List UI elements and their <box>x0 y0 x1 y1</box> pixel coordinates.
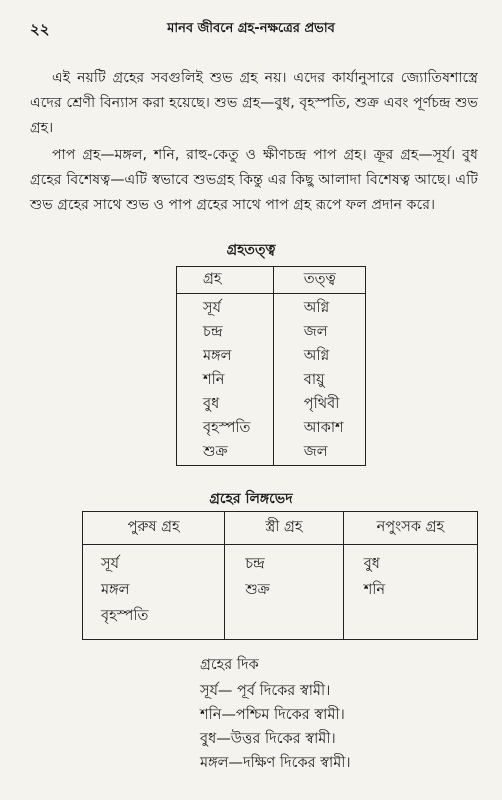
element-cell: পৃথিবী <box>273 393 365 417</box>
direction-line: সূর্য— পূর্ব দিকের স্বামী। <box>200 683 331 699</box>
element-cell: বায়ু <box>273 369 365 393</box>
table-row <box>177 294 366 322</box>
table-row <box>177 393 366 417</box>
female-planets-cell <box>225 545 344 640</box>
element-cell: অগ্নি <box>273 294 365 322</box>
table-row <box>177 321 366 345</box>
list-item: বৃহস্পতি <box>101 608 149 624</box>
element-cell: আকাশ <box>273 417 365 441</box>
table-row <box>177 441 366 466</box>
list-item: শুক্র <box>245 582 270 598</box>
table-row <box>177 417 366 441</box>
neuter-planets-cell <box>343 545 477 640</box>
direction-line: মঙ্গল—দক্ষিণ দিকের স্বামী। <box>200 755 351 771</box>
paragraph-2: পাপ গ্রহ—মঙ্গল, শনি, রাহু-কেতু ও ক্ষীণচন্দ্র পাপ গ্রহ। ক্রূর গ্রহ—সূর্য। বুধ গ্রহের বিশেষত্ব—এটি স্বভাবে শুভগ্রহ কিন্তু এর কিছু আলাদা বিশেষত্ব আছে। এটি শুভ গ্রহের সাথে শুভ ও পাপ গ্রহের সাথে পাপ গ্রহ রূপে ফল প্রদান করে। <box>30 147 478 213</box>
element-table-caption: গ্রহতত্ত্ব <box>226 242 276 258</box>
element-table <box>176 266 366 466</box>
table-header-row <box>83 512 478 545</box>
gender-table-caption: গ্রহের লিঙ্গভেদ <box>209 491 293 507</box>
planet-cell: বুধ <box>203 396 220 412</box>
planet-cell: শনি <box>203 372 225 388</box>
table-row <box>83 545 478 640</box>
column-header-male: পুরুষ গ্রহ <box>83 512 225 545</box>
planet-cell: চন্দ্র <box>203 324 223 340</box>
planet-cell: মঙ্গল <box>203 348 232 364</box>
planet-cell: সূর্য <box>203 300 221 316</box>
column-header-female: স্ত্রী গ্রহ <box>225 512 344 545</box>
column-header-element: তত্ত্ব <box>273 267 365 294</box>
list-item: শনি <box>363 582 386 598</box>
page-header <box>24 12 478 38</box>
list-item: চন্দ্র <box>245 556 265 572</box>
column-header-neuter: নপুংসক গ্রহ <box>343 512 477 545</box>
list-item: বুধ <box>363 556 380 572</box>
list-item: মঙ্গল <box>101 582 130 598</box>
direction-line: বুধ—উত্তর দিকের স্বামী। <box>200 731 336 747</box>
table-header-row <box>177 267 366 294</box>
planet-directions <box>200 653 351 775</box>
element-cell: জল <box>273 321 365 345</box>
direction-line: শনি—পশ্চিম দিকের স্বামী। <box>200 707 345 723</box>
list-item: সূর্য <box>101 556 119 572</box>
table-row <box>177 369 366 393</box>
gender-table <box>82 511 478 640</box>
page-number: ২২ <box>30 20 50 38</box>
directions-heading: গ্রহের দিক <box>200 657 259 673</box>
column-header-planet: গ্রহ <box>177 267 274 294</box>
element-cell: জল <box>273 441 365 466</box>
male-planets-cell <box>83 545 225 640</box>
planet-cell: বৃহস্পতি <box>203 420 251 436</box>
table-row <box>177 345 366 369</box>
planet-cell: শুক্র <box>203 444 228 460</box>
element-cell: অগ্নি <box>273 345 365 369</box>
running-title: মানব জীবনে গ্রহ-নক্ষত্রের প্রভাব <box>167 21 335 36</box>
paragraph-1: এই নয়টি গ্রহের সবগুলিই শুভ গ্রহ নয়। এদের কার্যানুসারে জ্যোতিষশাস্ত্রে এদের শ্রেণী বিন্যাস করা হয়েছে। শুভ গ্রহ—বুধ, বৃহস্পতি, শুক্র এবং পূর্ণচন্দ্র শুভ গ্রহ। <box>30 70 478 136</box>
